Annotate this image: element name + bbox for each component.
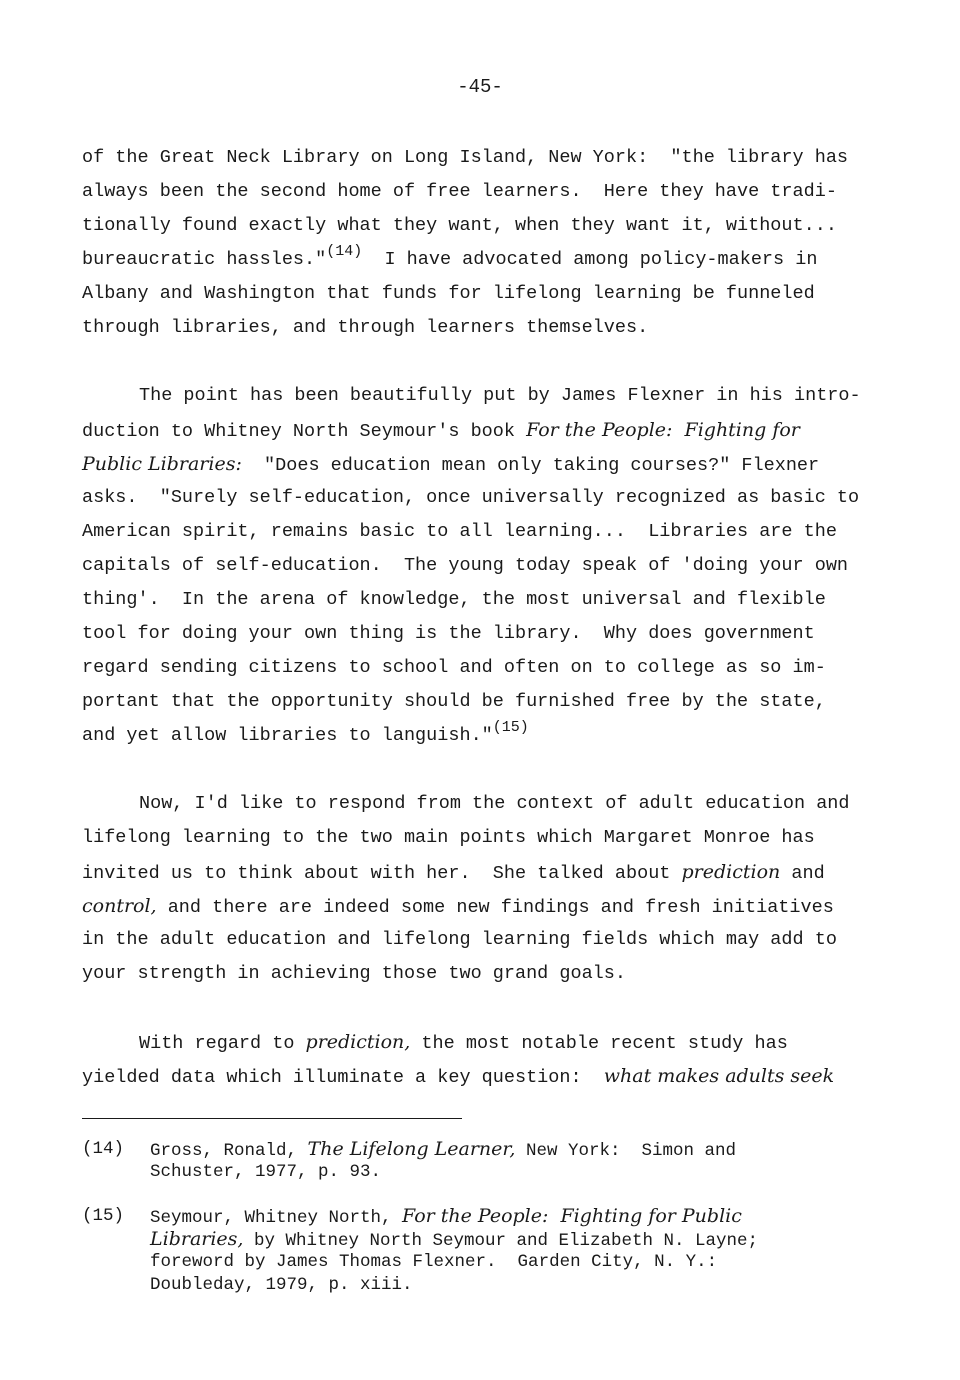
text-run: With regard to (139, 1033, 306, 1054)
paragraph-3 (82, 787, 882, 991)
text-line: capitals of self-education. The young today speak of 'doing your own (82, 555, 849, 576)
text-line: through libraries, and through learners themselves. (82, 317, 649, 338)
text-line: The point has been beautifully put by James Flexner in his intro- (139, 385, 861, 406)
text-run: and yet allow libraries to languish." (82, 725, 493, 746)
text-line (82, 889, 882, 923)
footnote-body (150, 1138, 882, 1184)
text-run: New York: Simon and (515, 1141, 736, 1161)
text-run: Gross, Ronald, (150, 1141, 308, 1161)
text-line: lifelong learning to the two main points which Margaret Monroe has (82, 827, 815, 848)
text-line (82, 1025, 882, 1059)
text-run: by Whitney North Seymour and Elizabeth N. Layne; (243, 1231, 759, 1251)
book-title: For the People: Fighting for Public (402, 1205, 742, 1227)
footnotes (82, 1138, 882, 1318)
footnote-line (150, 1138, 882, 1161)
footnote-divider (82, 1118, 462, 1119)
emphasis: prediction, (305, 1031, 411, 1053)
emphasis: prediction (681, 861, 781, 883)
book-title: The Lifelong Learner, (307, 1138, 516, 1160)
paragraph-4 (82, 1025, 882, 1093)
page-number: -45- (457, 76, 503, 98)
text-line: Albany and Washington that funds for lifelong learning be funneled (82, 283, 815, 304)
footnote-ref-15: (15) (492, 719, 529, 736)
text-line: regard sending citizens to school and often on to college as so im- (82, 657, 826, 678)
text-line: your strength in achieving those two grand goals. (82, 963, 626, 984)
text-run: duction to Whitney North Seymour's book (82, 421, 527, 442)
text-line (82, 447, 882, 481)
text-run: Seymour, Whitney North, (150, 1208, 403, 1228)
paragraph-1 (82, 141, 882, 345)
text-run: "Does education mean only taking courses?" Flexner (241, 455, 820, 476)
text-run: invited us to think about with her. She talked about (82, 863, 682, 884)
footnote-line: foreword by James Thomas Flexner. Garden City, N. Y.: (150, 1252, 718, 1272)
text-run: bureaucratic hassles." (82, 249, 327, 270)
text-line (82, 1059, 882, 1093)
footnote-line (150, 1205, 882, 1228)
book-title: Libraries, (150, 1228, 244, 1250)
text-run: and (780, 863, 825, 884)
text-line: tionally found exactly what they want, when they want it, without... (82, 215, 837, 236)
footnote-number: (14) (82, 1139, 125, 1159)
text-run: I have advocated among policy-makers in (362, 249, 818, 270)
text-line: of the Great Neck Library on Long Island, New York: "the library has (82, 147, 849, 168)
paragraph-2 (82, 379, 882, 753)
text-line (82, 855, 882, 889)
emphasis: control, (82, 895, 157, 917)
text-run: yielded data which illuminate a key question: (82, 1067, 604, 1088)
text-line: American spirit, remains basic to all learning... Libraries are the (82, 521, 837, 542)
text-line: always been the second home of free learners. Here they have tradi- (82, 181, 837, 202)
text-line: portant that the opportunity should be furnished free by the state, (82, 691, 826, 712)
text-run: the most notable recent study has (410, 1033, 788, 1054)
footnote-15 (82, 1205, 882, 1297)
text-line (82, 243, 882, 277)
text-line: Now, I'd like to respond from the context of adult education and (139, 793, 850, 814)
footnote-line (150, 1228, 882, 1251)
book-title: For the People: Fighting for (526, 419, 800, 441)
footnote-line: Doubleday, 1979, p. xiii. (150, 1275, 413, 1295)
text-line: tool for doing your own thing is the library. Why does government (82, 623, 815, 644)
footnote-ref-14: (14) (326, 243, 363, 260)
book-title: Public Libraries: (82, 453, 242, 475)
footnote-body (150, 1205, 882, 1297)
body-text (82, 141, 882, 1093)
footnote-line: Schuster, 1977, p. 93. (150, 1162, 382, 1182)
text-line: in the adult education and lifelong learning fields which may add to (82, 929, 837, 950)
emphasis: what makes adults seek (603, 1065, 835, 1087)
text-line: thing'. In the arena of knowledge, the most universal and flexible (82, 589, 826, 610)
footnote-number: (15) (82, 1206, 125, 1226)
text-line (82, 719, 882, 753)
footnote-14 (82, 1138, 882, 1184)
text-run: and there are indeed some new findings and fresh initiatives (156, 897, 834, 918)
text-line (82, 413, 882, 447)
text-line: asks. "Surely self-education, once universally recognized as basic to (82, 487, 860, 508)
